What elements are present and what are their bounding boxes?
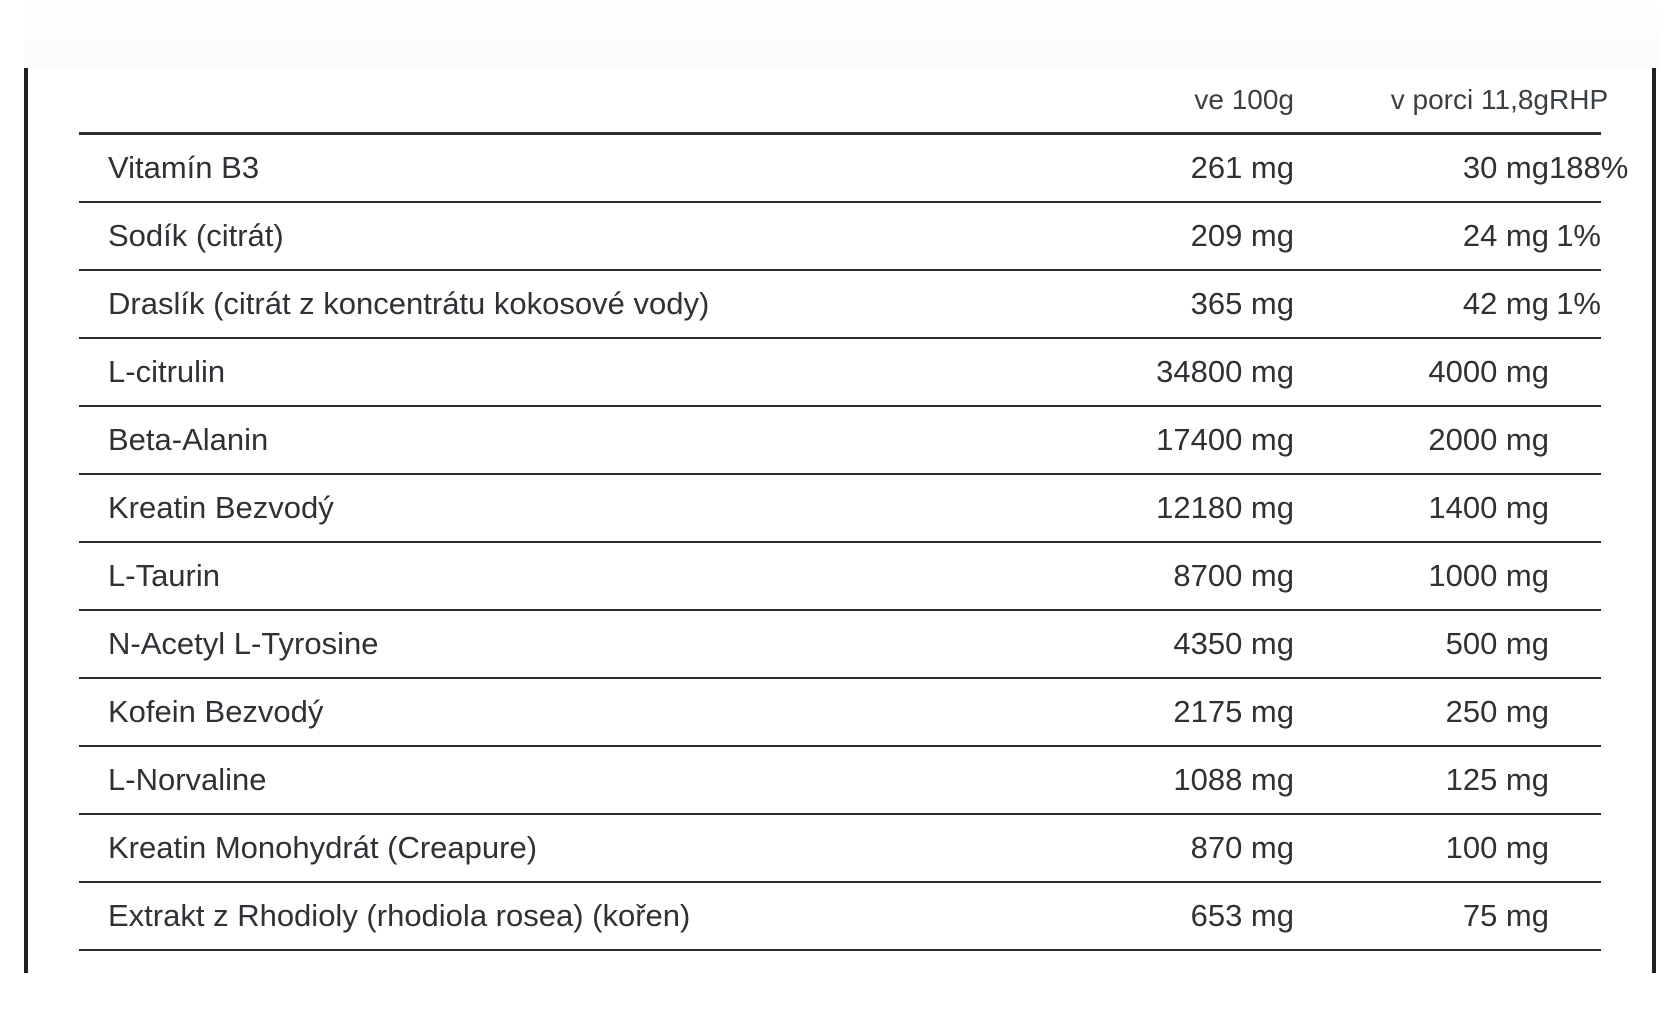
- rhp-value: [1549, 814, 1601, 882]
- rhp-value: [1549, 882, 1601, 950]
- table-row: [79, 406, 1601, 474]
- per-portion-value: 24 mg: [1294, 202, 1549, 270]
- per-100g-value: 17400 mg: [1079, 406, 1294, 474]
- table-row: [79, 746, 1601, 814]
- ingredient-name: Extrakt z Rhodioly (rhodiola rosea) (kořen): [79, 882, 1079, 950]
- rhp-value: [1549, 406, 1601, 474]
- per-100g-value: 12180 mg: [1079, 474, 1294, 542]
- top-shade: [24, 0, 1660, 68]
- rhp-value: [1549, 610, 1601, 678]
- per-100g-value: 870 mg: [1079, 814, 1294, 882]
- rhp-value: [1549, 542, 1601, 610]
- header-name: [79, 68, 1079, 134]
- table-row: [79, 338, 1601, 406]
- ingredient-name: Kreatin Bezvodý: [79, 474, 1079, 542]
- nutrition-table-container: [79, 68, 1629, 951]
- table-row: [79, 270, 1601, 338]
- ingredient-name: L-citrulin: [79, 338, 1079, 406]
- ingredient-name: Vitamín B3: [79, 134, 1079, 203]
- table-row: [79, 134, 1601, 203]
- header-per-100g: ve 100g: [1079, 68, 1294, 134]
- header-per-portion: v porci 11,8g: [1294, 68, 1549, 134]
- table-row: [79, 202, 1601, 270]
- ingredient-name: Sodík (citrát): [79, 202, 1079, 270]
- nutrition-table: [79, 68, 1629, 951]
- per-portion-value: 1400 mg: [1294, 474, 1549, 542]
- per-100g-value: 261 mg: [1079, 134, 1294, 203]
- per-100g-value: 4350 mg: [1079, 610, 1294, 678]
- table-row: [79, 474, 1601, 542]
- ingredient-name: Beta-Alanin: [79, 406, 1079, 474]
- per-portion-value: 2000 mg: [1294, 406, 1549, 474]
- ingredient-name: L-Taurin: [79, 542, 1079, 610]
- ingredient-name: L-Norvaline: [79, 746, 1079, 814]
- table-row: [79, 882, 1601, 950]
- table-row: [79, 542, 1601, 610]
- frame-border-left: [24, 68, 28, 973]
- per-portion-value: 500 mg: [1294, 610, 1549, 678]
- ingredient-name: Kofein Bezvodý: [79, 678, 1079, 746]
- per-100g-value: 653 mg: [1079, 882, 1294, 950]
- per-portion-value: 4000 mg: [1294, 338, 1549, 406]
- ingredient-name: Draslík (citrát z koncentrátu kokosové vody): [79, 270, 1079, 338]
- per-100g-value: 1088 mg: [1079, 746, 1294, 814]
- header-row: [79, 68, 1601, 134]
- per-100g-value: 2175 mg: [1079, 678, 1294, 746]
- per-portion-value: 250 mg: [1294, 678, 1549, 746]
- table-header: [79, 68, 1609, 134]
- table-row: [79, 610, 1601, 678]
- table-row: [79, 814, 1601, 882]
- per-portion-value: 42 mg: [1294, 270, 1549, 338]
- header-rhp: RHP: [1549, 68, 1601, 134]
- per-portion-value: 125 mg: [1294, 746, 1549, 814]
- table-body: [79, 134, 1629, 951]
- rhp-value: [1549, 746, 1601, 814]
- per-portion-value: 75 mg: [1294, 882, 1549, 950]
- per-portion-value: 100 mg: [1294, 814, 1549, 882]
- per-100g-value: 365 mg: [1079, 270, 1294, 338]
- ingredient-name: Kreatin Monohydrát (Creapure): [79, 814, 1079, 882]
- rhp-value: 1%: [1549, 202, 1601, 270]
- per-100g-value: 34800 mg: [1079, 338, 1294, 406]
- rhp-value: [1549, 338, 1601, 406]
- per-portion-value: 1000 mg: [1294, 542, 1549, 610]
- frame-border-right: [1652, 68, 1656, 973]
- rhp-value: 1%: [1549, 270, 1601, 338]
- per-portion-value: 30 mg: [1294, 134, 1549, 203]
- table-row: [79, 678, 1601, 746]
- per-100g-value: 8700 mg: [1079, 542, 1294, 610]
- per-100g-value: 209 mg: [1079, 202, 1294, 270]
- rhp-value: [1549, 474, 1601, 542]
- rhp-value: [1549, 678, 1601, 746]
- ingredient-name: N-Acetyl L-Tyrosine: [79, 610, 1079, 678]
- rhp-value: 188%: [1549, 134, 1601, 203]
